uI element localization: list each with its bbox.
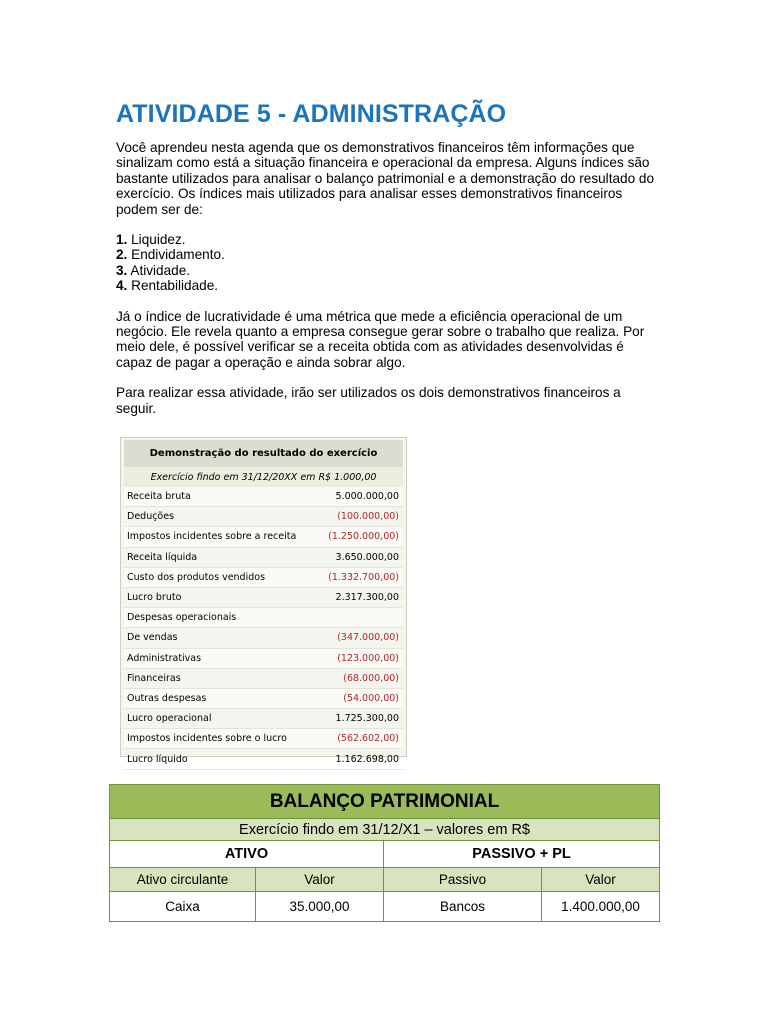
dre-row-value: (562.602,00) <box>337 733 399 745</box>
column-header: Passivo <box>384 868 542 892</box>
list-item: 3. Atividade. <box>116 262 191 278</box>
dre-row-label: Custo dos produtos vendidos <box>127 571 266 583</box>
dre-row-label: De vendas <box>127 632 178 644</box>
dre-row-label: Despesas operacionais <box>127 612 237 624</box>
balanco-subtitle: Exercício findo em 31/12/X1 – valores em R$ <box>110 819 660 841</box>
dre-row-label: Receita bruta <box>127 491 191 503</box>
list-item: 1. Liquidez. <box>116 232 186 248</box>
dre-row-value: 5.000.000,00 <box>335 491 399 503</box>
column-header: Valor <box>256 868 384 892</box>
dre-row <box>124 588 403 608</box>
dre-row-label: Receita líquida <box>127 551 198 563</box>
dre-row-label: Outras despesas <box>127 692 207 704</box>
document-body <box>116 100 656 416</box>
table-cell: 35.000,00 <box>256 892 384 922</box>
dre-row <box>124 628 403 648</box>
column-header: Valor <box>542 868 660 892</box>
indices-list <box>116 232 656 294</box>
ativo-header: ATIVO <box>110 841 384 868</box>
lucratividade-paragraph: Já o índice de lucratividade é uma métrica que mede a eficiência operacional de um negócio. Ele revela quanto a empresa consegue gerar sobre o trabalho que realiza. Por meio dele, é possível verificar se a receita obtida com as atividades desenvolvidas é capaz de pagar a operação e ainda sobrar algo. <box>116 308 645 370</box>
dre-row <box>124 487 403 507</box>
table-row <box>110 892 660 922</box>
dre-row-label: Financeiras <box>127 672 181 684</box>
table-cell: 1.400.000,00 <box>542 892 660 922</box>
dre-row <box>124 729 403 749</box>
dre-row-value: (54.000,00) <box>343 692 399 704</box>
dre-row <box>124 608 403 628</box>
dre-row-value: (1.332.700,00) <box>328 571 399 583</box>
dre-row-label: Deduções <box>127 511 175 523</box>
dre-row <box>124 548 403 568</box>
instruction-paragraph: Para realizar essa atividade, irão ser utilizados os dois demonstrativos financeiros a seguir. <box>116 385 621 416</box>
dre-row <box>124 709 403 729</box>
list-item: 4. Rentabilidade. <box>116 278 219 294</box>
table-cell: Bancos <box>384 892 542 922</box>
dre-row-label: Impostos incidentes sobre a receita <box>127 531 297 543</box>
list-item: 2. Endividamento. <box>116 247 225 263</box>
dre-row-value: (1.250.000,00) <box>328 531 399 543</box>
dre-row-label: Lucro operacional <box>127 713 212 725</box>
dre-row-value: (68.000,00) <box>343 672 399 684</box>
balanco-title: BALANÇO PATRIMONIAL <box>110 785 660 819</box>
dre-row <box>124 649 403 669</box>
dre-table <box>120 437 407 765</box>
dre-row-label: Administrativas <box>127 652 202 664</box>
dre-row <box>124 669 403 689</box>
dre-row-value: 1.725.300,00 <box>335 713 399 725</box>
passivo-pl-header: PASSIVO + PL <box>384 841 660 868</box>
dre-row-label: Lucro bruto <box>127 592 182 604</box>
dre-row <box>124 689 403 709</box>
column-header: Ativo circulante <box>110 868 256 892</box>
dre-row <box>124 749 403 769</box>
dre-title: Demonstração do resultado do exercício <box>124 440 403 467</box>
dre-row-value: (123.000,00) <box>337 652 399 664</box>
dre-row-value: 1.162.698,00 <box>335 753 399 765</box>
dre-row <box>124 527 403 547</box>
balanco-patrimonial-table <box>109 784 660 922</box>
dre-row-label: Impostos incidentes sobre o lucro <box>127 733 287 745</box>
dre-row-value: 2.317.300,00 <box>335 592 399 604</box>
page-title: ATIVIDADE 5 - ADMINISTRAÇÃO <box>116 100 507 128</box>
dre-row-value: (347.000,00) <box>337 632 399 644</box>
intro-paragraph: Você aprendeu nesta agenda que os demonstrativos financeiros têm informações que sinalizam como está a situação financeira e operacional da empresa. Alguns índices são bastante utilizados para analisar o balanço patrimonial e a demonstração do resultado do exercício. Os índices mais utilizados para analisar esses demonstrativos financeiros podem ser de: <box>116 140 655 217</box>
dre-row-value: (100.000,00) <box>337 511 399 523</box>
table-cell: Caixa <box>110 892 256 922</box>
dre-row-label: Lucro líquido <box>127 753 188 765</box>
dre-subtitle: Exercício findo em 31/12/20XX em R$ 1.000,00 <box>124 467 403 487</box>
dre-row-value: 3.650.000,00 <box>335 551 399 563</box>
dre-row <box>124 568 403 588</box>
dre-row <box>124 507 403 527</box>
